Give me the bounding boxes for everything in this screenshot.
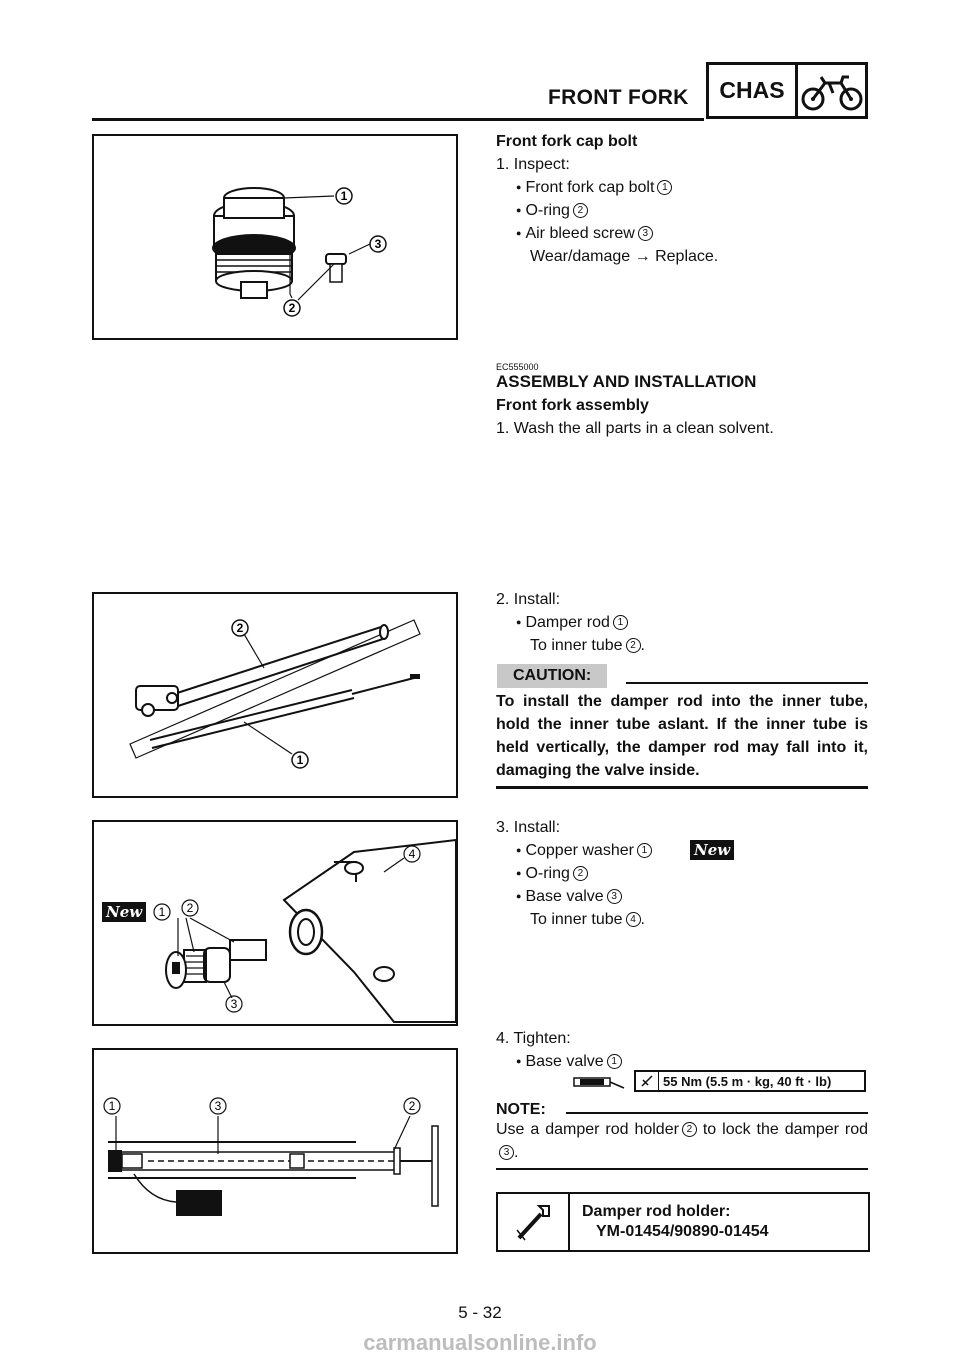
motorcycle-icon — [798, 65, 865, 116]
cap-bolt-note: Wear/damage → Replace. — [530, 248, 719, 265]
note-rule-bottom — [496, 1168, 868, 1170]
caution-rule-bottom — [496, 786, 868, 789]
tool-text — [570, 1194, 781, 1250]
note-rule — [566, 1112, 868, 1114]
section-code: CHAS — [709, 65, 798, 116]
list-item: ● O-ring 2 — [516, 862, 588, 887]
step-4: 4. Tighten: — [496, 1030, 571, 1047]
figure-cap-bolt — [92, 134, 458, 340]
step-2-target: To inner tube 2 . — [530, 637, 645, 654]
fig2-label-1: 1 — [296, 753, 304, 767]
fig2-label-2: 2 — [236, 621, 244, 635]
section-subheading: Front fork assembly — [496, 397, 649, 414]
fig3-label-1: 1 — [158, 905, 166, 919]
wrench-icon — [498, 1194, 570, 1250]
list-item: ● Damper rod 1 — [516, 611, 628, 636]
fig3-label-3: 3 — [230, 997, 238, 1011]
new-part-badge: New — [102, 902, 146, 922]
step-2: 2. Install: — [496, 591, 561, 608]
fig4-label-1: 1 — [108, 1099, 116, 1113]
torque-wrench-icon — [570, 1072, 626, 1097]
special-tool-box — [496, 1192, 870, 1252]
torque-spec — [634, 1070, 866, 1092]
section-heading: ASSEMBLY AND INSTALLATION — [496, 372, 757, 391]
tool-name: Damper rod holder: — [582, 1203, 731, 1220]
list-item: ● Copper washer 1 — [516, 839, 652, 864]
torque-icon — [636, 1072, 659, 1090]
list-item: ● Front fork cap bolt 1 — [516, 176, 672, 201]
step-3: 3. Install: — [496, 819, 561, 836]
section-code-small: EC555000 — [496, 362, 539, 372]
list-item: ● Base valve 1 — [516, 1050, 622, 1075]
fig1-label-3: 3 — [374, 237, 382, 251]
step-1: 1. Wash the all parts in a clean solvent. — [496, 420, 774, 437]
torque-value: 55 Nm (5.5 m · kg, 40 ft · lb) — [663, 1073, 832, 1089]
list-item: ● Base valve 3 — [516, 885, 622, 910]
caution-label: CAUTION: — [497, 664, 607, 688]
new-part-badge: New — [690, 840, 734, 860]
section-box — [706, 62, 868, 119]
fig1-label-1: 1 — [340, 189, 348, 203]
note-label: NOTE: — [496, 1101, 546, 1118]
header-rule — [92, 118, 704, 121]
cap-bolt-step: 1. Inspect: — [496, 156, 570, 173]
page-title: FRONT FORK — [548, 86, 689, 109]
watermark: carmanualsonline.info — [363, 1330, 597, 1355]
fig4-label-3: 3 — [214, 1099, 222, 1113]
figure-damper-rod — [92, 592, 458, 798]
caution-rule — [626, 682, 868, 684]
fig3-label-2: 2 — [186, 901, 194, 915]
fig1-label-2: 2 — [288, 301, 296, 315]
tool-part-number: YM-01454/90890-01454 — [596, 1223, 769, 1240]
caution-text: To install the damper rod into the inner tube, hold the inner tube aslant. If the inner tube is held vertically, the damper rod may fall into it, damaging the valve inside. — [496, 693, 868, 779]
fig3-label-4: 4 — [408, 847, 416, 861]
step-3-target: To inner tube 4 . — [530, 911, 645, 928]
list-item: ● Air bleed screw 3 — [516, 222, 653, 247]
page-number: 5 - 32 — [458, 1303, 502, 1322]
cap-bolt-heading: Front fork cap bolt — [496, 133, 638, 150]
fig4-label-2: 2 — [408, 1099, 416, 1113]
note-text: Use a damper rod holder 2 to lock the damper rod3 . — [496, 1121, 868, 1161]
figure-base-valve — [92, 820, 458, 1026]
list-item: ● O-ring 2 — [516, 199, 588, 224]
figure-rod-holder — [92, 1048, 458, 1254]
